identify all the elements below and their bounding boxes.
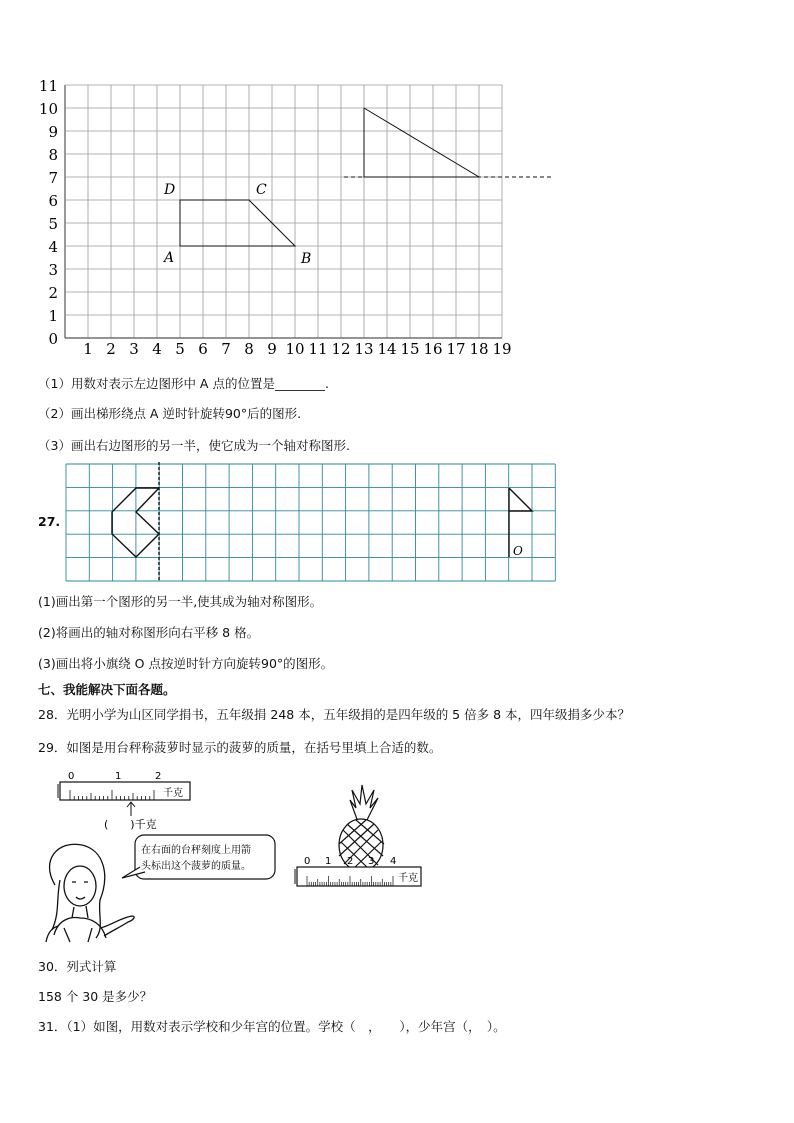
scale-2-unit: 千克 [398,873,418,884]
scale-2-label-0: 0 [304,856,311,867]
q31-text: 31．（1）如图，用数对表示学校和少年宫的位置。学校（ ， ），少年宫（， ）。 [38,1019,506,1034]
scale-illustration [0,760,794,950]
q27-part3: (3)画出将小旗绕 O 点按逆时针方向旋转90°的图形。 [38,656,334,671]
x-tick-label: 10 [285,340,305,358]
x-tick-label: 18 [469,340,489,358]
q26-part2: （2）画出梯形绕点 A 逆时针旋转90°后的图形. [38,406,302,421]
x-tick-label: 4 [152,340,162,358]
q30-question: 158 个 30 是多少？ [38,989,153,1004]
y-tick-label: 1 [48,307,58,325]
half-triangle [364,108,479,177]
pineapple-illustration [339,785,384,871]
scale-1-label-2: 2 [155,771,162,782]
scale-2-label-3: 3 [368,856,375,867]
point-label-o: O [513,544,523,558]
scale-1-label-0: 0 [68,771,75,782]
q28-text: 28．光明小学为山区同学捐书，五年级捐 248 本，五年级捐的是四年级的 5 倍多 8 本，四年级捐多少本？ [38,707,631,722]
scale-1-arrow [127,802,135,816]
answer-blank: ( )千克 [104,818,157,831]
y-tick-label: 9 [48,123,58,141]
point-label-d: D [164,182,176,198]
q27-part1: (1)画出第一个图形的另一半,使其成为轴对称图形。 [38,594,323,609]
y-tick-label: 5 [48,215,58,233]
q26-part3: （3）画出右边图形的另一半，使它成为一个轴对称图形. [38,438,350,453]
flag-cloth [509,488,532,511]
x-tick-label: 6 [198,340,208,358]
scale-1-label-1: 1 [115,771,122,782]
x-tick-label: 2 [106,340,116,358]
x-tick-label: 15 [400,340,420,358]
x-tick-label: 9 [267,340,277,358]
q30-title: 30．列式计算 [38,959,117,974]
y-tick-label: 8 [48,146,58,164]
y-axis-tick-labels [39,77,58,348]
y-tick-label: 11 [38,77,58,95]
teal-grid [0,455,794,590]
x-tick-label: 16 [423,340,443,358]
q26-part1: （1）用数对表示左边图形中 A 点的位置是________. [38,376,329,391]
x-tick-label: 1 [83,340,93,358]
q27-part2: (2)将画出的轴对称图形向右平移 8 格。 [38,625,260,640]
coordinate-grid [0,0,794,370]
x-tick-label: 8 [244,340,254,358]
x-tick-label: 13 [354,340,374,358]
y-tick-label: 7 [48,169,58,187]
x-tick-label: 3 [129,340,139,358]
point-label-b: B [301,251,312,267]
x-tick-label: 11 [308,340,328,358]
y-tick-label: 0 [48,330,58,348]
y-tick-label: 3 [48,261,58,279]
scale-2-label-1: 1 [325,856,332,867]
teacher-illustration [46,844,134,942]
x-tick-label: 19 [492,340,512,358]
speech-line-1: 在右面的台秤刻度上用箭 [141,845,251,856]
grid-lines [65,85,502,338]
q27-number: 27. [38,514,61,529]
x-tick-label: 12 [331,340,351,358]
x-tick-label: 7 [221,340,231,358]
section-seven-heading: 七、我能解决下面各题。 [38,682,176,697]
scale-2-label-4: 4 [390,856,397,867]
scale-1 [58,771,190,816]
point-label-c: C [256,182,267,198]
y-tick-label: 4 [48,238,58,256]
x-tick-label: 5 [175,340,185,358]
speech-bubble [122,835,275,879]
grid2-lines [66,464,555,581]
y-tick-label: 2 [48,284,58,302]
scale-2-label-2: 2 [347,856,354,867]
x-axis-tick-labels [83,340,511,358]
scale-1-unit: 千克 [163,788,183,799]
q29-text: 29．如图是用台秤称菠萝时显示的菠萝的质量，在括号里填上合适的数。 [38,740,442,755]
x-tick-label: 14 [377,340,397,358]
point-label-a: A [164,250,175,266]
y-tick-label: 6 [48,192,58,210]
speech-line-2: 头标出这个菠萝的质量。 [141,861,251,872]
y-tick-label: 10 [38,100,58,118]
x-tick-label: 17 [446,340,466,358]
